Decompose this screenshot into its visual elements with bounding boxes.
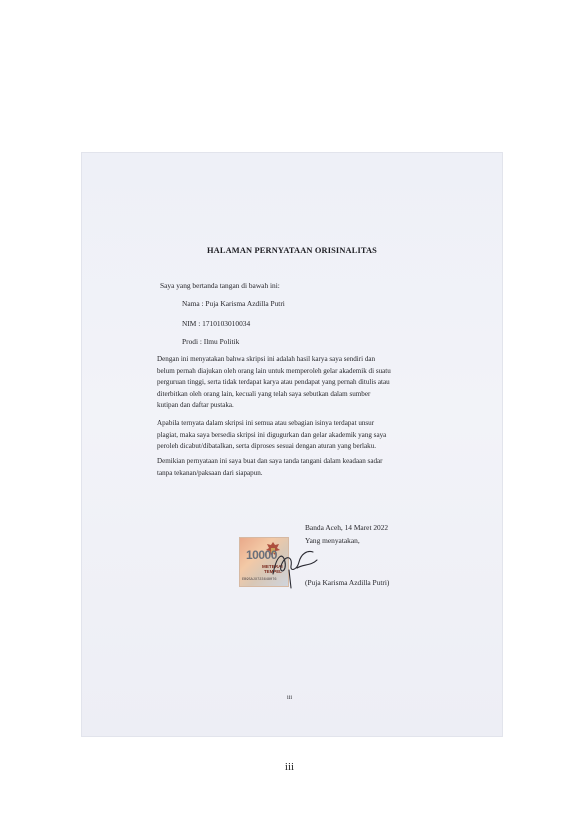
paragraph-1-line: diterbitkan oleh orang lain, kecuali yang telah saya sebutkan dalam sumber: [157, 389, 371, 398]
field-nama: Nama : Puja Karisma Azdilla Putri: [182, 299, 285, 308]
field-prodi: Prodi : Ilmu Politik: [182, 337, 240, 346]
paragraph-2: [157, 418, 509, 453]
field-nim: NIM : 1710103010034: [182, 319, 251, 328]
page-number: iii: [284, 761, 295, 773]
paragraph-1-line: kutipan dan daftar pustaka.: [157, 401, 234, 410]
stamp-label-line2: TEMPEL: [264, 569, 282, 574]
paragraph-2-line: Apabila ternyata dalam skripsi ini semua atau sebagian isinya terdapat unsur: [157, 419, 375, 427]
paragraph-3-line: tanpa tekanan/paksaan dari siapapun.: [157, 468, 263, 477]
paragraph-1-line: perguruan tinggi, serta tidak terdapat karya atau pendapat yang pernah ditulis atau: [157, 378, 390, 387]
paragraph-3-line: Demikian pernyataan ini saya buat dan saya tanda tangani dalam keadaan sadar: [157, 457, 383, 465]
scan-page-number: iii: [287, 695, 293, 701]
signer-name: (Puja Karisma Azdilla Putri): [305, 578, 390, 587]
paragraph-1-line: Dengan ini menyatakan bahwa skripsi ini adalah hasil karya saya sendiri dan: [157, 355, 376, 363]
stamp-serial: EB95AJX723648076: [242, 578, 277, 582]
closing-text: Yang menyatakan,: [305, 536, 360, 545]
paragraph-3: [157, 456, 509, 479]
scanned-document: [81, 152, 503, 737]
paragraph-2-line: peroleh dicabut/dibatalkan, serta diproses sesuai dengan aturan yang berlaku.: [157, 442, 377, 451]
document-title: HALAMAN PERNYATAAN ORISINALITAS: [207, 246, 377, 255]
stamp-value: 10000: [246, 548, 277, 562]
paragraph-1-line: belum pernah diajukan oleh orang lain untuk memperoleh gelar akademik di suatu: [157, 366, 391, 375]
paragraph-2-line: plagiat, maka saya bersedia skripsi ini digugurkan dan gelar akademik yang saya: [157, 430, 387, 439]
paragraph-1: [157, 354, 509, 412]
place-date: Banda Aceh, 14 Maret 2022: [305, 523, 389, 532]
stamp-label-line1: METERAI: [262, 564, 283, 569]
intro-text: Saya yang bertanda tangan di bawah ini:: [160, 281, 280, 290]
